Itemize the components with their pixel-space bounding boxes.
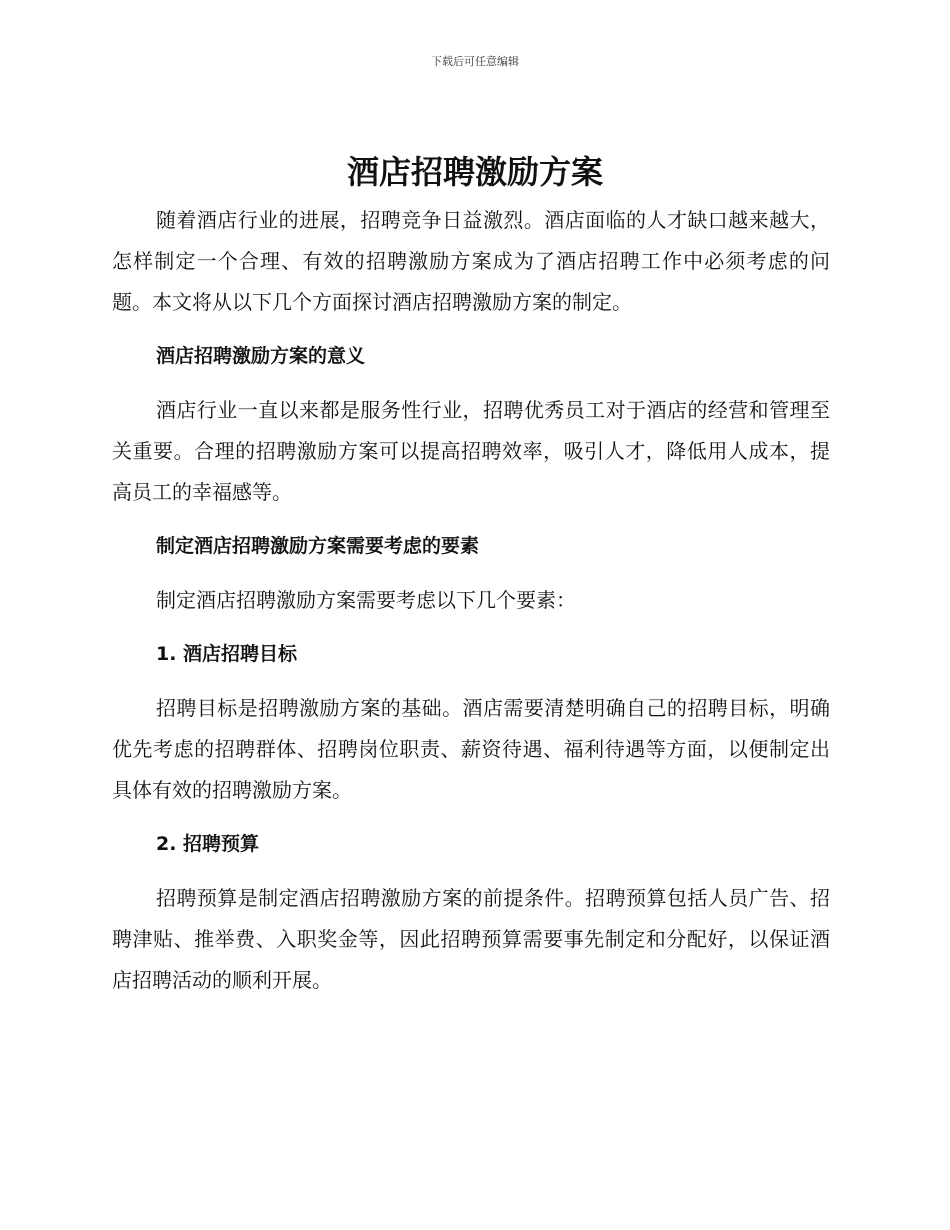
spacer xyxy=(112,811,830,824)
subheading-recruitment-goal: 1. 酒店招聘目标 xyxy=(156,643,298,665)
spacer xyxy=(112,323,830,336)
subheading-recruitment-budget: 2. 招聘预算 xyxy=(156,833,260,855)
section-heading-factors: 制定酒店招聘激励方案需要考虑的要素 xyxy=(156,535,480,557)
spacer xyxy=(112,675,830,688)
spacer xyxy=(112,621,830,634)
paragraph-factors-intro: 制定酒店招聘激励方案需要考虑以下几个要素： xyxy=(156,588,576,612)
header-note: 下载后可任意编辑 xyxy=(431,55,519,68)
paragraph-significance: 酒店行业一直以来都是服务性行业，招聘优秀员工对于酒店的经营和管理至关重要。合理的招聘激励方案可以提高招聘效率，吸引人才，降低用人成本，提高员工的幸福感等。 xyxy=(112,398,830,504)
spacer xyxy=(112,377,830,390)
paragraph-intro: 随着酒店行业的进展，招聘竞争日益激烈。酒店面临的人才缺口越来越大，怎样制定一个合理、有效的招聘激励方案成为了酒店招聘工作中必须考虑的问题。本文将从以下几个方面探讨酒店招聘激励方案的制定。 xyxy=(112,208,830,314)
paragraph-recruitment-goal: 招聘目标是招聘激励方案的基础。酒店需要清楚明确自己的招聘目标，明确优先考虑的招聘群体、招聘岗位职责、薪资待遇、福利待遇等方面，以便制定出具体有效的招聘激励方案。 xyxy=(112,696,830,802)
paragraph-recruitment-budget: 招聘预算是制定酒店招聘激励方案的前提条件。招聘预算包括人员广告、招聘津贴、推举费、入职奖金等，因此招聘预算需要事先制定和分配好，以保证酒店招聘活动的顺利开展。 xyxy=(112,886,830,992)
spacer xyxy=(112,567,830,580)
document-body xyxy=(112,200,830,1001)
section-heading-significance: 酒店招聘激励方案的意义 xyxy=(156,345,366,367)
spacer xyxy=(112,513,830,526)
document-title: 酒店招聘激励方案 xyxy=(346,153,603,191)
spacer xyxy=(112,865,830,878)
